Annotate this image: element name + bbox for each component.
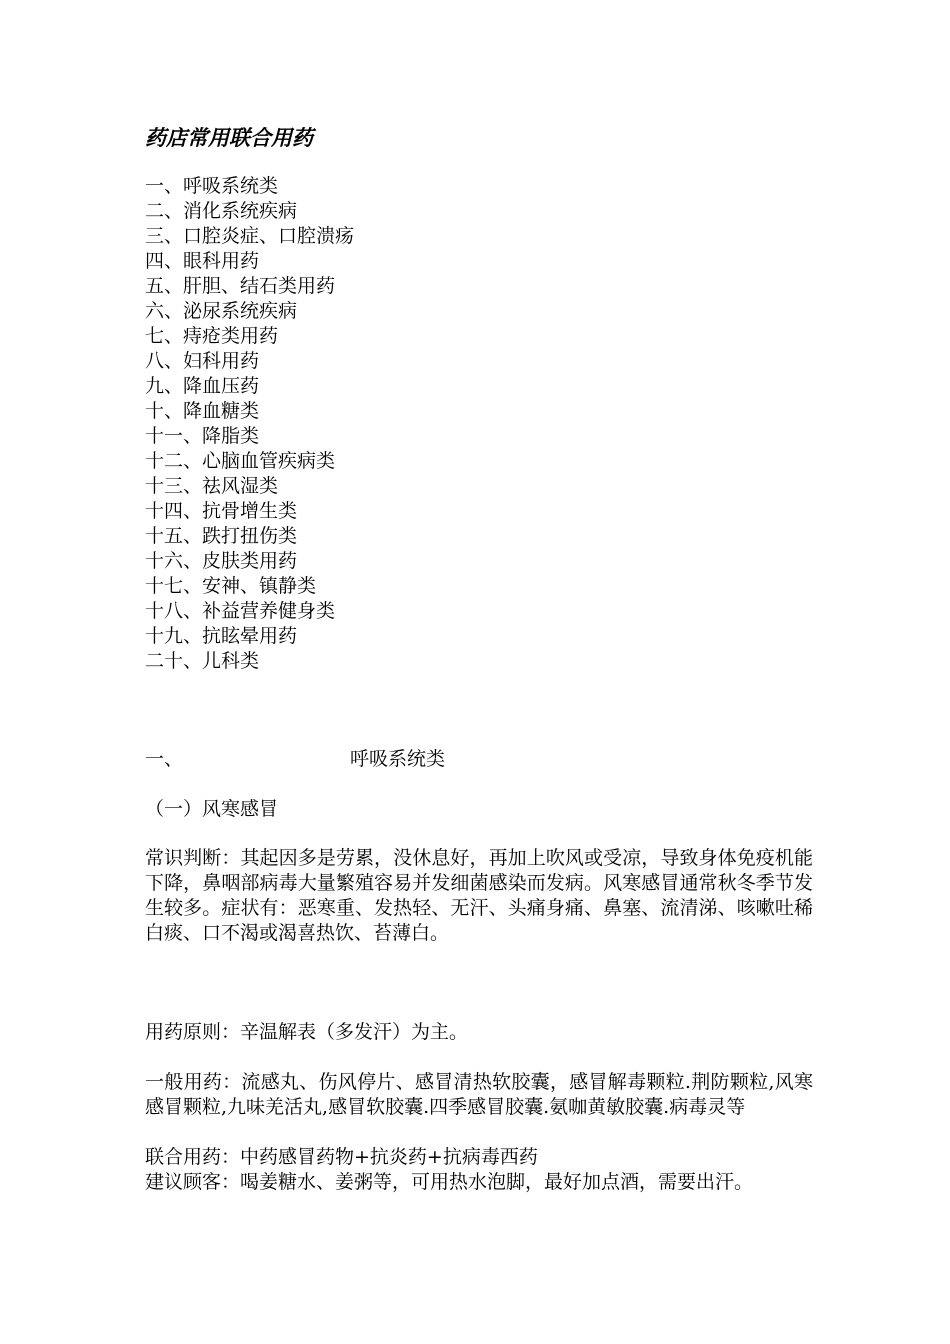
toc-item: 十二、心脑血管疾病类 bbox=[145, 450, 336, 472]
combined-medication-paragraph: 联合用药：中药感冒药物+抗炎药+抗病毒西药 bbox=[145, 1146, 538, 1168]
toc-item: 二十、儿科类 bbox=[145, 650, 260, 672]
document-title: 药店常用联合用药 bbox=[145, 125, 313, 150]
toc-item: 四、眼科用药 bbox=[145, 250, 260, 272]
table-of-contents bbox=[145, 174, 354, 674]
section-number: 一、 bbox=[145, 748, 184, 770]
subsection-heading: （一）风寒感冒 bbox=[145, 798, 279, 820]
diagnosis-paragraph: 常识判断：其起因多是劳累，没休息好，再加上吹风或受凉，导致身体免疫机能下降，鼻咽部病毒大量繁殖容易并发细菌感染而发病。风寒感冒通常秋冬季节发生较多。症状有：恶寒重、发热轻、无汗、头痛身痛、鼻塞、流清涕、咳嗽吐稀白痰、口不渴或渴喜热饮、苔薄白。 bbox=[145, 847, 813, 944]
principle-paragraph: 用药原则：辛温解表（多发汗）为主。 bbox=[145, 1021, 469, 1043]
toc-item: 十九、抗眩晕用药 bbox=[145, 625, 298, 647]
toc-item: 十七、安神、镇静类 bbox=[145, 575, 317, 597]
toc-item: 九、降血压药 bbox=[145, 375, 260, 397]
toc-item: 六、泌尿系统疾病 bbox=[145, 300, 298, 322]
toc-item: 十五、跌打扭伤类 bbox=[145, 525, 298, 547]
toc-item: 五、肝胆、结石类用药 bbox=[145, 275, 336, 297]
advice-paragraph: 建议顾客：喝姜糖水、姜粥等，可用热水泡脚，最好加点酒，需要出汗。 bbox=[145, 1171, 754, 1193]
toc-item: 十六、皮肤类用药 bbox=[145, 550, 298, 572]
toc-item: 十三、祛风湿类 bbox=[145, 475, 279, 497]
toc-item: 三、口腔炎症、口腔溃疡 bbox=[145, 225, 355, 247]
toc-item: 十、降血糖类 bbox=[145, 400, 260, 422]
toc-item: 一、呼吸系统类 bbox=[145, 175, 279, 197]
section-name: 呼吸系统类 bbox=[350, 748, 446, 770]
toc-item: 二、消化系统疾病 bbox=[145, 200, 298, 222]
toc-item: 十八、补益营养健身类 bbox=[145, 600, 336, 622]
toc-item: 八、妇科用药 bbox=[145, 350, 260, 372]
toc-item: 十四、抗骨增生类 bbox=[145, 500, 298, 522]
toc-item: 七、痔疮类用药 bbox=[145, 325, 279, 347]
general-medication-paragraph: 一般用药：流感丸、伤风停片、感冒清热软胶囊，感冒解毒颗粒.荆防颗粒,风寒感冒颗粒,九味羌活丸,感冒软胶囊.四季感冒胶囊.氨咖黄敏胶囊.病毒灵等 bbox=[145, 1071, 813, 1118]
toc-item: 十一、降脂类 bbox=[145, 425, 260, 447]
